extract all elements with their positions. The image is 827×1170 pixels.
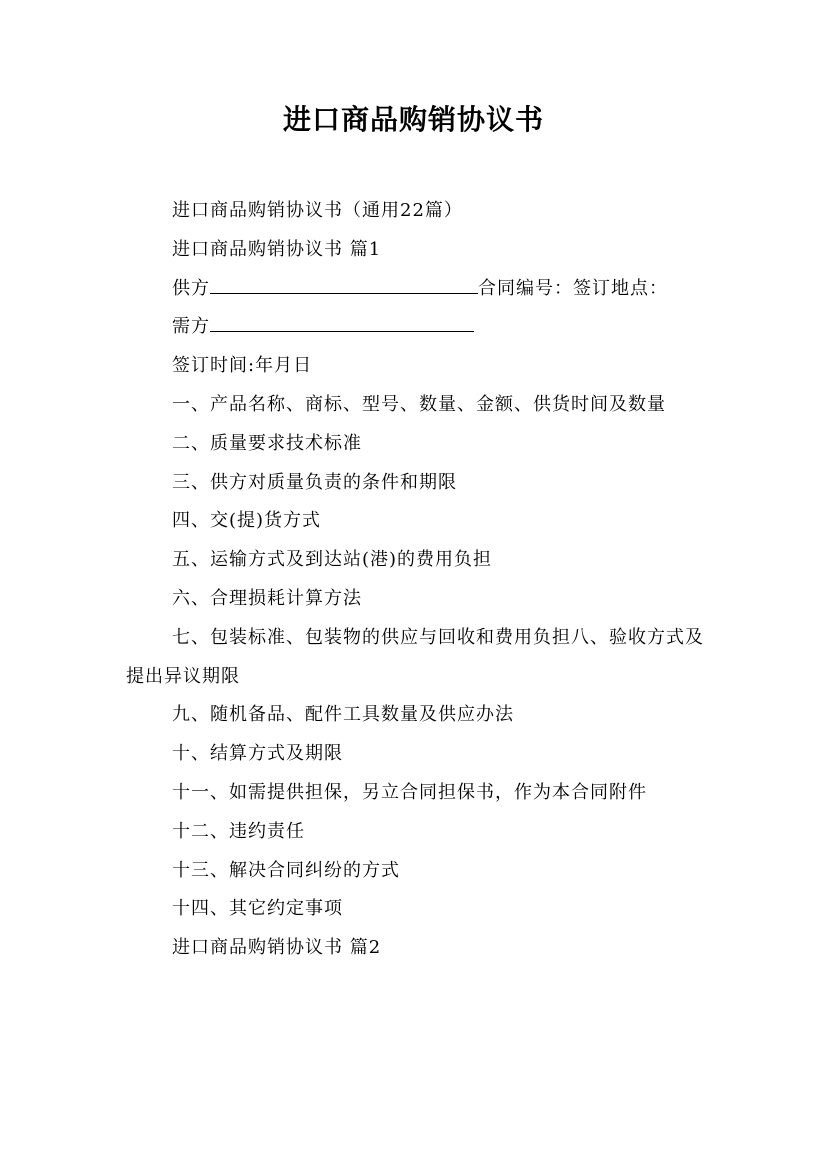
contract-number-label: 合同编号：签订地点： bbox=[478, 277, 668, 299]
clause-12: 十二、违约责任 bbox=[172, 820, 305, 842]
clause-1: 一、产品名称、商标、型号、数量、金额、供货时间及数量 bbox=[172, 393, 666, 415]
sign-time-line: 签订时间:年月日 bbox=[172, 355, 313, 377]
subtitle-line: 进口商品购销协议书（通用22篇） bbox=[172, 200, 463, 221]
part-1-heading: 进口商品购销协议书 篇1 bbox=[172, 238, 382, 260]
document-body bbox=[126, 192, 706, 968]
clause-6: 六、合理损耗计算方法 bbox=[172, 587, 362, 609]
clause-2: 二、质量要求技术标准 bbox=[172, 432, 362, 454]
clause-4: 四、交(提)货方式 bbox=[172, 510, 322, 532]
clause-9: 九、随机备品、配件工具数量及供应办法 bbox=[172, 704, 514, 726]
document-title: 进口商品购销协议书 bbox=[282, 103, 544, 136]
supplier-line bbox=[126, 270, 706, 309]
buyer-blank[interactable] bbox=[210, 311, 474, 332]
clause-3: 三、供方对质量负责的条件和期限 bbox=[172, 471, 457, 493]
buyer-label: 需方 bbox=[172, 316, 210, 338]
buyer-line bbox=[126, 308, 706, 347]
clause-7-8: 七、包装标准、包装物的供应与回收和费用负担八、验收方式及提出异议期限 bbox=[126, 626, 704, 687]
supplier-blank[interactable] bbox=[210, 273, 478, 294]
clause-10: 十、结算方式及期限 bbox=[172, 743, 343, 765]
clause-5: 五、运输方式及到达站(港)的费用负担 bbox=[172, 549, 493, 571]
clause-13: 十三、解决合同纠纷的方式 bbox=[172, 859, 400, 881]
part-2-heading: 进口商品购销协议书 篇2 bbox=[172, 937, 382, 959]
clause-14: 十四、其它约定事项 bbox=[172, 898, 343, 920]
clause-11: 十一、如需提供担保，另立合同担保书，作为本合同附件 bbox=[172, 781, 647, 803]
supplier-label: 供方 bbox=[172, 277, 210, 299]
